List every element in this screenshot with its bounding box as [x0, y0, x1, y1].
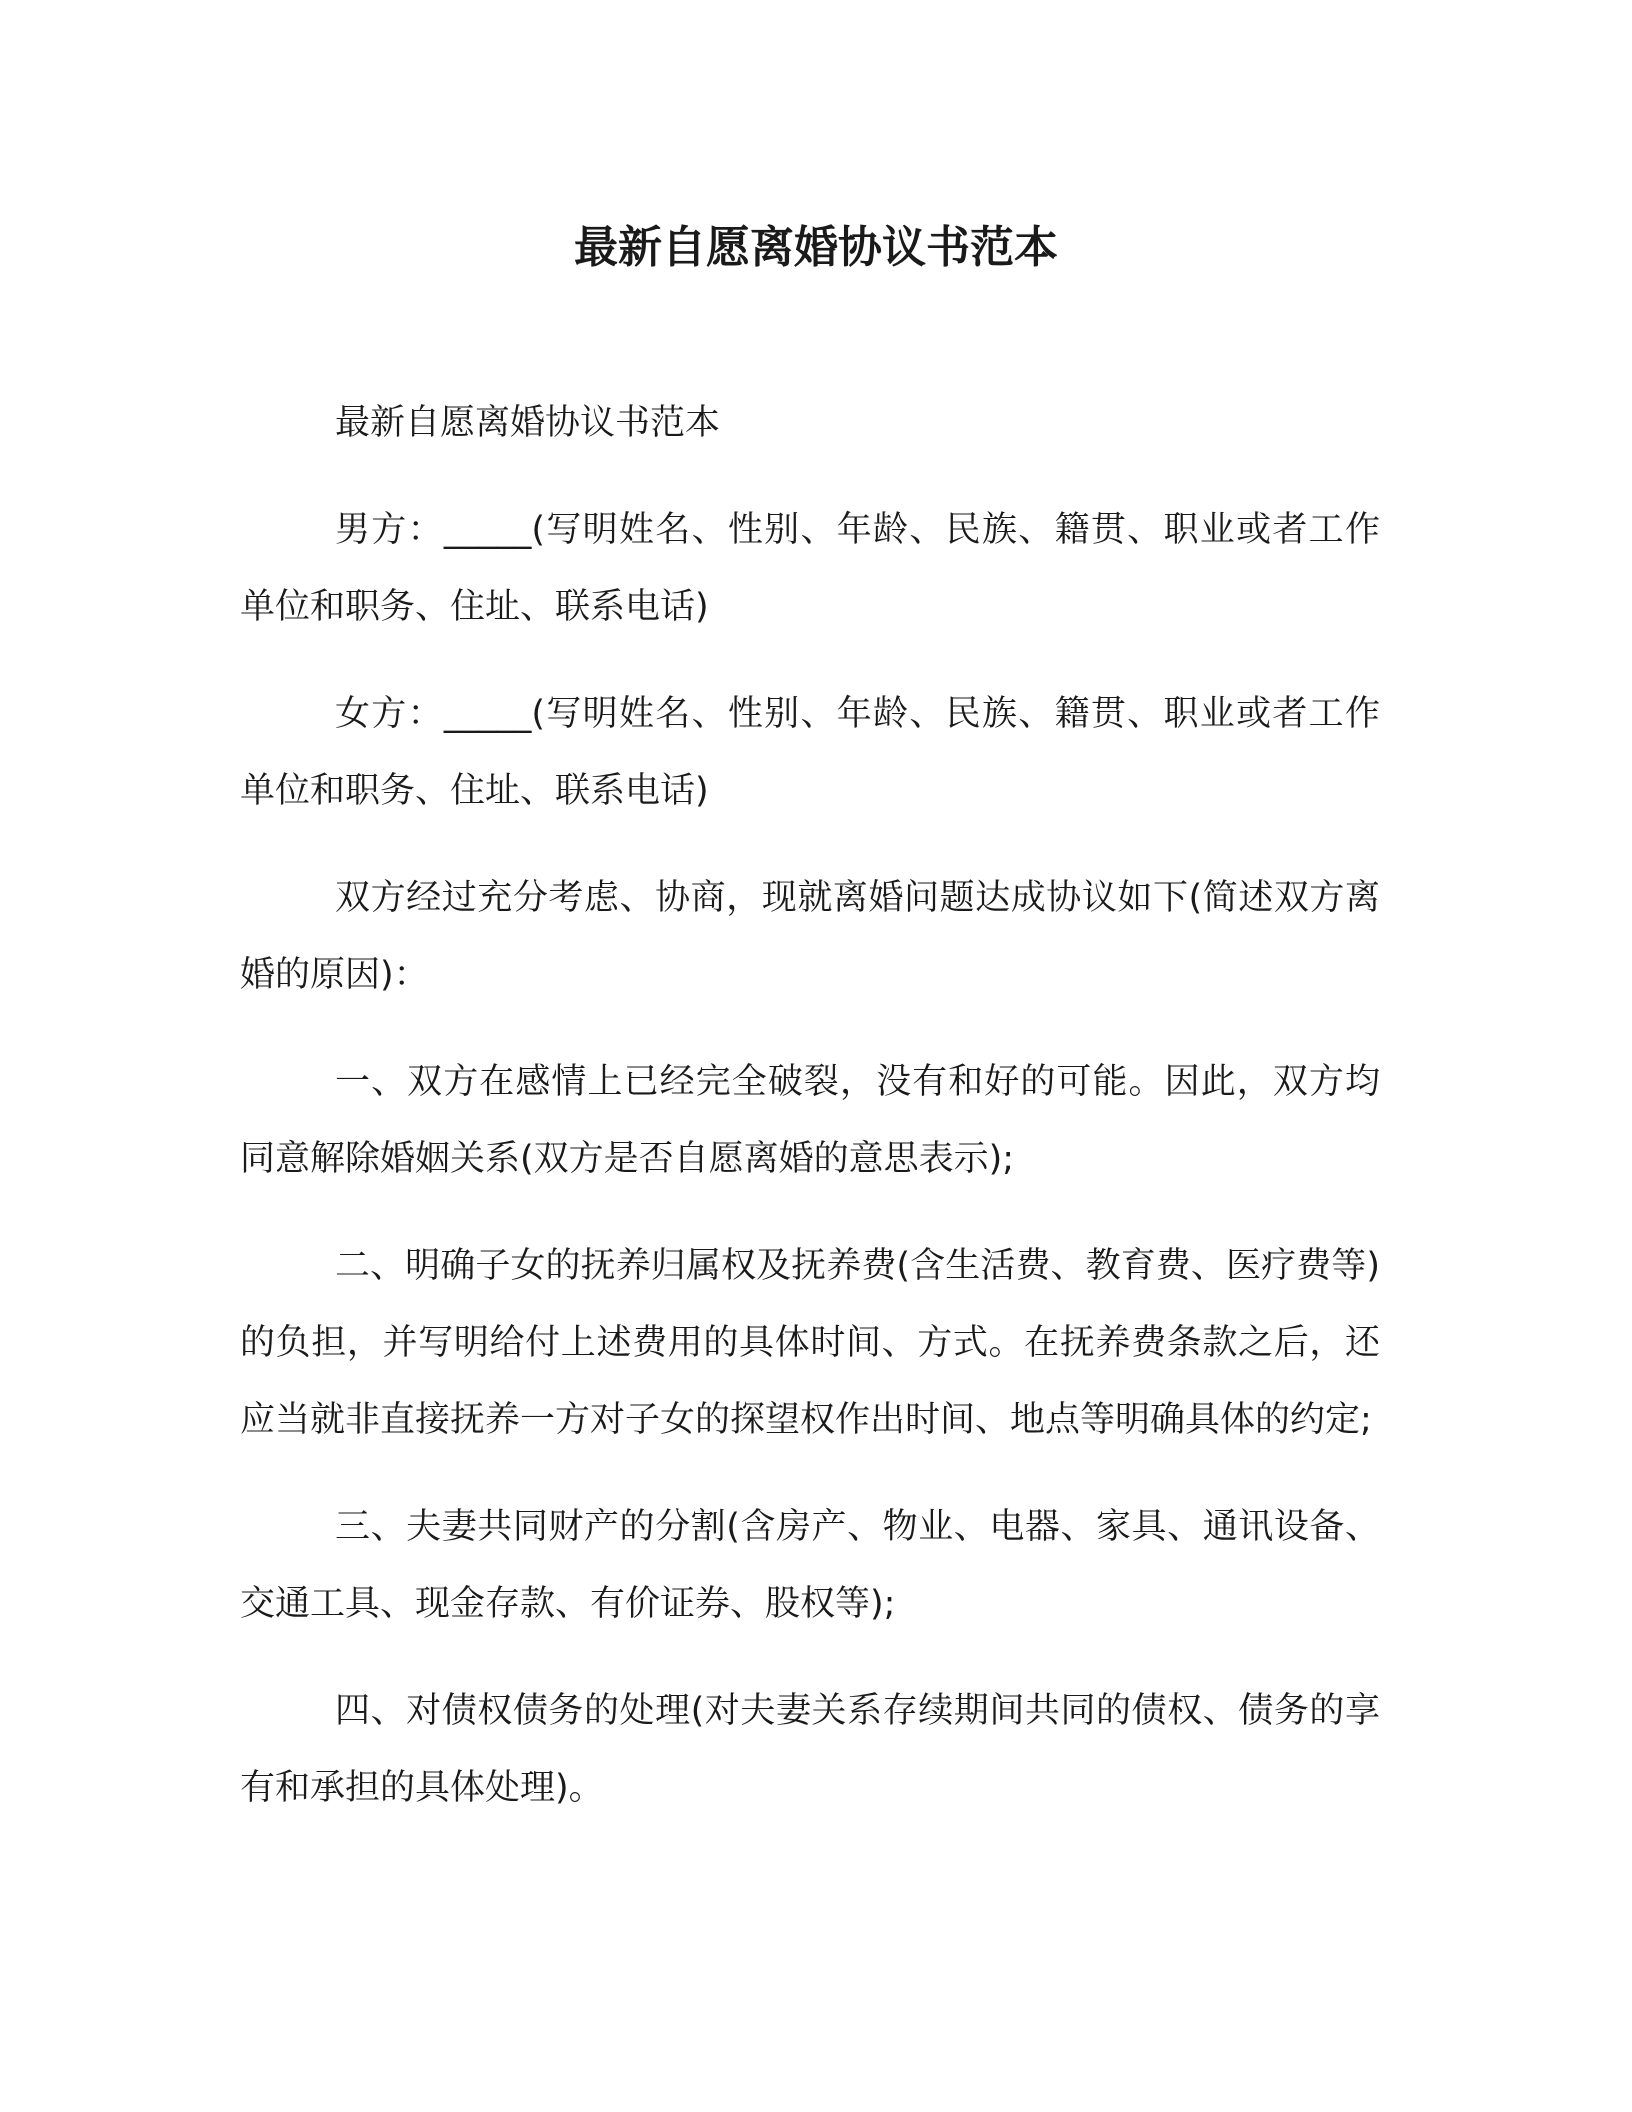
paragraph-clause-4: 四、对债权债务的处理(对夫妻关系存续期间共同的债权、债务的享有和承担的具体处理)。: [240, 1691, 1380, 1808]
paragraph-clause-1: 一、双方在感情上已经完全破裂，没有和好的可能。因此，双方均同意解除婚姻关系(双方是否自愿离婚的意思表示);: [240, 1062, 1380, 1179]
paragraph-male-party: 男方：_____(写明姓名、性别、年龄、民族、籍贯、职业或者工作单位和职务、住址、联系电话): [240, 510, 1380, 627]
paragraph-clause-3: 三、夫妻共同财产的分割(含房产、物业、电器、家具、通讯设备、交通工具、现金存款、有价证券、股权等);: [240, 1507, 1380, 1624]
document-title: 最新自愿离婚协议书范本: [574, 222, 1058, 273]
paragraph-agreement-intro: 双方经过充分考虑、协商，现就离婚问题达成协议如下(简述双方离婚的原因)：: [240, 878, 1380, 995]
document-body: [240, 385, 1380, 1857]
paragraph-subtitle: 最新自愿离婚协议书范本: [335, 403, 721, 443]
paragraph-female-party: 女方：_____(写明姓名、性别、年龄、民族、籍贯、职业或者工作单位和职务、住址、联系电话): [240, 694, 1380, 811]
paragraph-clause-2: 二、明确子女的抚养归属权及抚养费(含生活费、教育费、医疗费等)的负担，并写明给付上述费用的具体时间、方式。在抚养费条款之后，还应当就非直接抚养一方对子女的探望权作出时间、地点等明确具体的约定;: [240, 1246, 1380, 1440]
